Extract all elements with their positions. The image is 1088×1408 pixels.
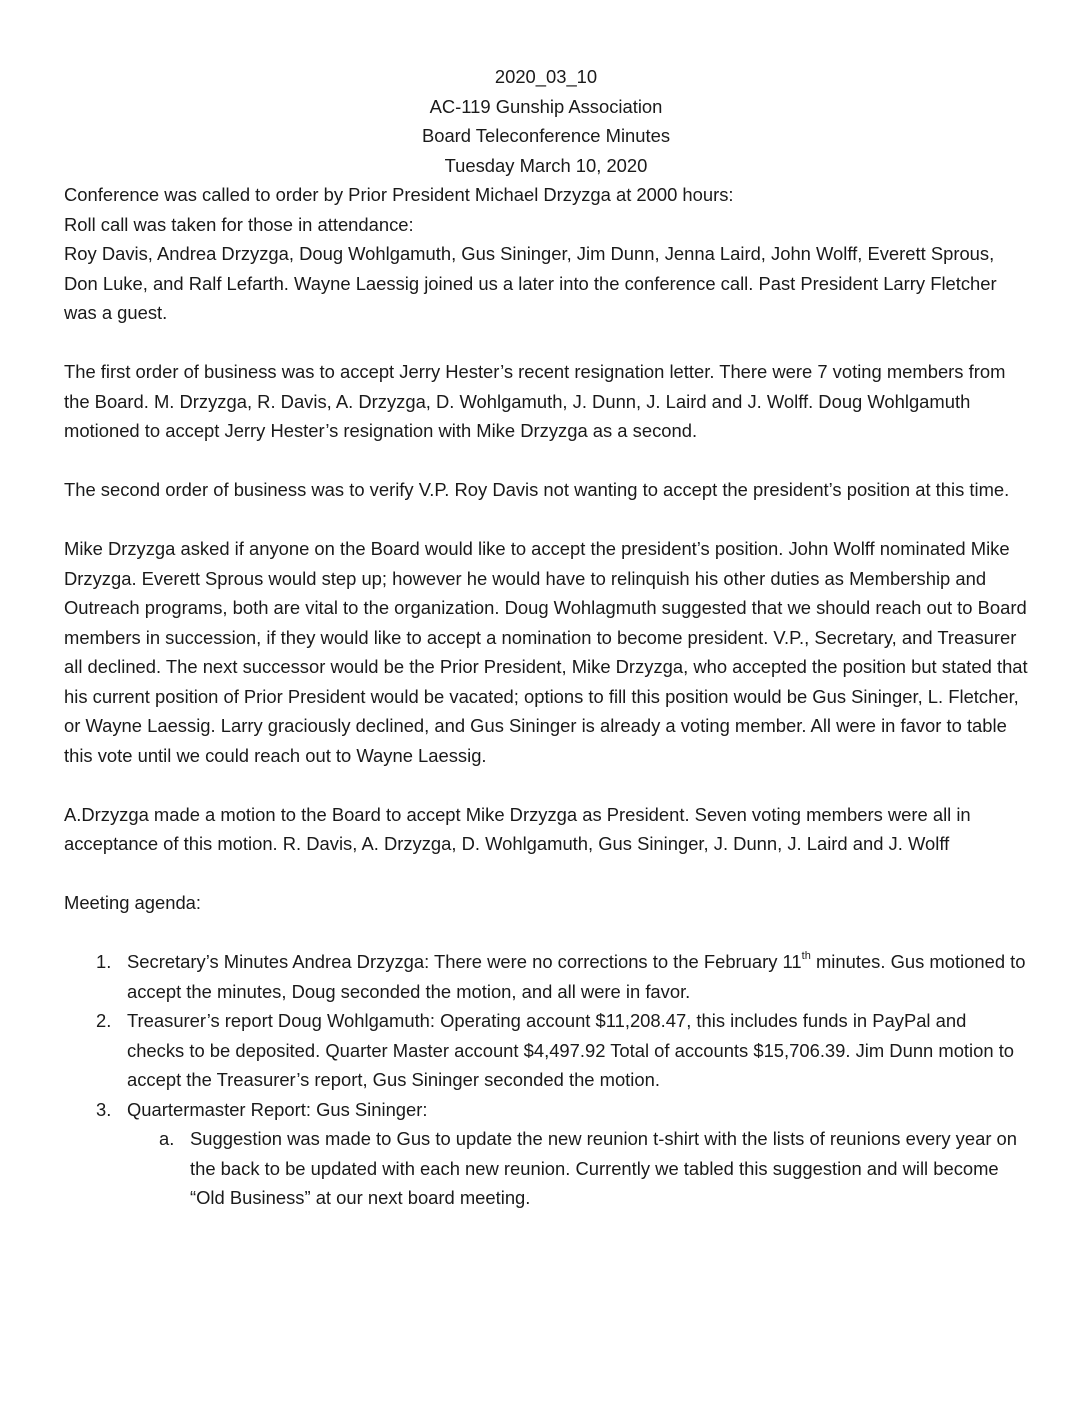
agenda-sub-item-tshirt [127, 1124, 1028, 1213]
agenda-heading: Meeting agenda: [64, 892, 202, 913]
list-number: 1. [96, 951, 112, 972]
call-to-order: Conference was called to order by Prior President Michael Drzyzga at 2000 hours: [64, 184, 734, 205]
list-number: 2. [96, 1010, 112, 1031]
spacer [64, 446, 1028, 476]
president-motion: A.Drzyzga made a motion to the Board to accept Mike Drzyzga as President. Seven voting members were all in acceptance of this motion. R. Davis, A. Drzyzga, D. Wohlgamuth, Gus Sininger, J. Dunn, J. Laird and J. Wolff [64, 803, 971, 854]
second-order-of-business: The second order of business was to verify V.P. Roy Davis not wanting to accept the president’s position at this time. [64, 479, 1010, 500]
agenda-item-text: Secretary’s Minutes Andrea Drzyzga: There were no corrections to the February 11 [127, 951, 802, 972]
roll-call: Roll call was taken for those in attendance: [64, 213, 414, 235]
agenda-item-text: Treasurer’s report Doug Wohlgamuth: Operating account $11,208.47, this includes funds in PayPal and checks to be deposited. Quarter Master account $4,497.92 Total of accounts $15,706.39. Jim Dunn motion to accept the Treasurer’s report, Gus Sininger seconded the motion. [127, 1010, 1015, 1090]
minutes-document [64, 62, 1028, 1213]
agenda-item-text: minutes. Gus motioned to accept the minutes, Doug seconded the motion, and all were in favor. [127, 951, 1026, 1002]
document-header [64, 62, 1028, 180]
document-title: Board Teleconference Minutes [421, 125, 671, 146]
attendees: Roy Davis, Andrea Drzyzga, Doug Wohlgamuth, Gus Sininger, Jim Dunn, Jenna Laird, John Wolff, Everett Sprous, Don Luke, and Ralf Lefarth. Wayne Laessig joined us a later into the conference call. Past President Larry Fletcher was a guest. [64, 243, 997, 323]
sub-list-letter: a. [159, 1128, 175, 1149]
organization-name: AC-119 Gunship Association [429, 95, 663, 117]
spacer [64, 770, 1028, 800]
document-date-code: 2020_03_10 [494, 66, 598, 87]
spacer [64, 505, 1028, 535]
agenda-list [64, 947, 1028, 1213]
agenda-item-secretary-minutes [64, 947, 1028, 1006]
ordinal-suffix: th [801, 949, 811, 962]
agenda-sub-item-text: Suggestion was made to Gus to update the new reunion t-shirt with the lists of reunions every year on the back to be updated with each new reunion. Currently we tabled this suggestion and will become “Old Business” at our next board meeting. [190, 1128, 1018, 1208]
agenda-item-treasurer-report [64, 1006, 1028, 1095]
meeting-date: Tuesday March 10, 2020 [444, 154, 648, 176]
agenda-item-text: Quartermaster Report: Gus Sininger: [127, 1098, 428, 1120]
agenda-sub-list [127, 1124, 1028, 1213]
spacer [64, 918, 1028, 948]
spacer [64, 328, 1028, 358]
spacer [64, 859, 1028, 889]
agenda-item-quartermaster-report [64, 1095, 1028, 1213]
first-order-of-business: The first order of business was to accept Jerry Hester’s recent resignation letter. There were 7 voting members from the Board. M. Drzyzga, R. Davis, A. Drzyzga, D. Wohlgamuth, J. Dunn, J. Laird and J. Wolff. Doug Wohlgamuth motioned to accept Jerry Hester’s resignation with Mike Drzyzga as a second. [64, 361, 1006, 441]
list-number: 3. [96, 1098, 112, 1120]
presidential-nomination: Mike Drzyzga asked if anyone on the Board would like to accept the president’s position. John Wolff nominated Mike Drzyzga. Everett Sprous would step up; however he would have to relinquish his other duties as Membership and Outreach programs, both are vital to the organization. Doug Wohlagmuth suggested that we should reach out to Board members in succession, if they would like to accept a nomination to become president. V.P., Secretary, and Treasurer all declined. The next successor would be the Prior President, Mike Drzyzga, who accepted the position but stated that his current position of Prior President would be vacated; options to fill this position would be Gus Sininger, L. Fletcher, or Wayne Laessig. Larry graciously declined, and Gus Sininger is already a voting member. All were in favor to table this vote until we could reach out to Wayne Laessig. [64, 538, 1028, 766]
